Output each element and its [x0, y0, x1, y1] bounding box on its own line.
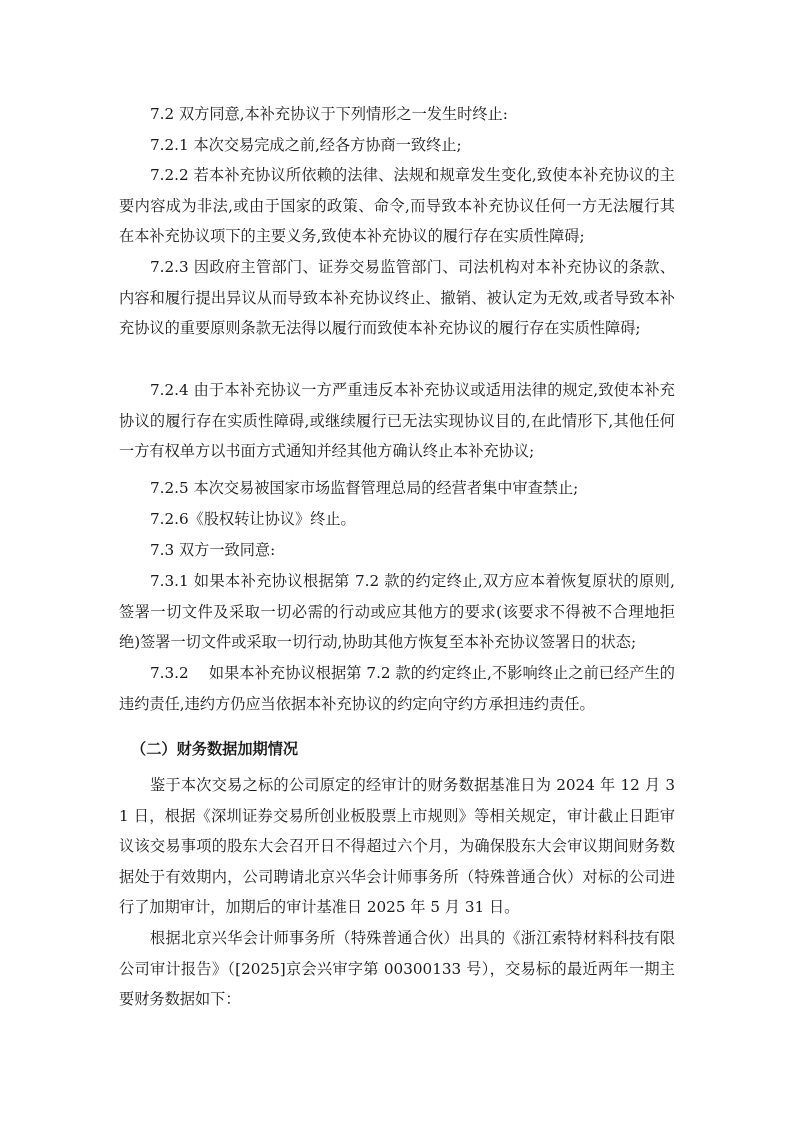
audit-report-paragraph: 根据北京兴华会计师事务所（特殊普通合伙）出具的《浙江索特材料科技有限公司审计报告》（[2025]京会兴审字第 00300133 号），交易标的最近两年一期主要财务数据如下：	[119, 929, 675, 1009]
clause-7-2-2: 7.2.2 若本补充协议所依赖的法律、法规和规章发生变化,致使本补充协议的主要内容成为非法,或由于国家的政策、命令,而导致本补充协议任何一方无法履行其在本补充协议项下的主要义务,致使本补充协议的履行存在实质性障碍;	[119, 166, 675, 246]
clause-7-3-1: 7.3.1 如果本补充协议根据第 7.2 款的约定终止,双方应本着恢复原状的原则,签署一切文件及采取一切必需的行动或应其他方的要求(该要求不得被不合理地拒绝)签署一切文件或采取一切行动,协助其他方恢复至本补充协议签署日的状态;	[119, 572, 675, 652]
clause-7-2-5: 7.2.5 本次交易被国家市场监督管理总局的经营者集中审查禁止;	[150, 479, 579, 497]
financial-data-paragraph: 鉴于本次交易之标的公司原定的经审计的财务数据基准日为 2024 年 12 月 31 日，根据《深圳证券交易所创业板股票上市规则》等相关规定，审计截止日距审议该交易事项的股东大会召开日不得超过六个月，为确保股东大会审议期间财务数据处于有效期内，公司聘请北京兴华会计师事务所（特殊普通合伙）对标的公司进行了加期审计，加期后的审计基准日 2025 年 5 月 31 日。	[119, 776, 675, 917]
clause-7-3-2: 7.3.2 如果本补充协议根据第 7.2 款的约定终止,不影响终止之前已经产生的违约责任,违约方仍应当依据本补充协议的约定向守约方承担违约责任。	[119, 664, 675, 713]
clause-7-2: 7.2 双方同意,本补充协议于下列情形之一发生时终止:	[150, 105, 508, 123]
clause-7-3: 7.3 双方一致同意:	[150, 541, 276, 559]
clause-7-2-1: 7.2.1 本次交易完成之前,经各方协商一致终止;	[150, 136, 462, 154]
clause-7-2-4: 7.2.4 由于本补充协议一方严重违反本补充协议或适用法律的规定,致使本补充协议的履行存在实质性障碍,或继续履行已无法实现协议目的,在此情形下,其他任何一方有权单方以书面方式通知并经其他方确认终止本补充协议;	[119, 381, 675, 461]
clause-7-2-6: 7.2.6《股权转让协议》终止。	[150, 510, 356, 528]
clause-7-2-3: 7.2.3 因政府主管部门、证券交易监管部门、司法机构对本补充协议的条款、内容和履行提出异议从而导致本补充协议终止、撤销、被认定为无效,或者导致本补充协议的重要原则条款无法得以履行而致使本补充协议的履行存在实质性障碍;	[119, 258, 675, 338]
section-heading: （二）财务数据加期情况	[131, 740, 299, 758]
